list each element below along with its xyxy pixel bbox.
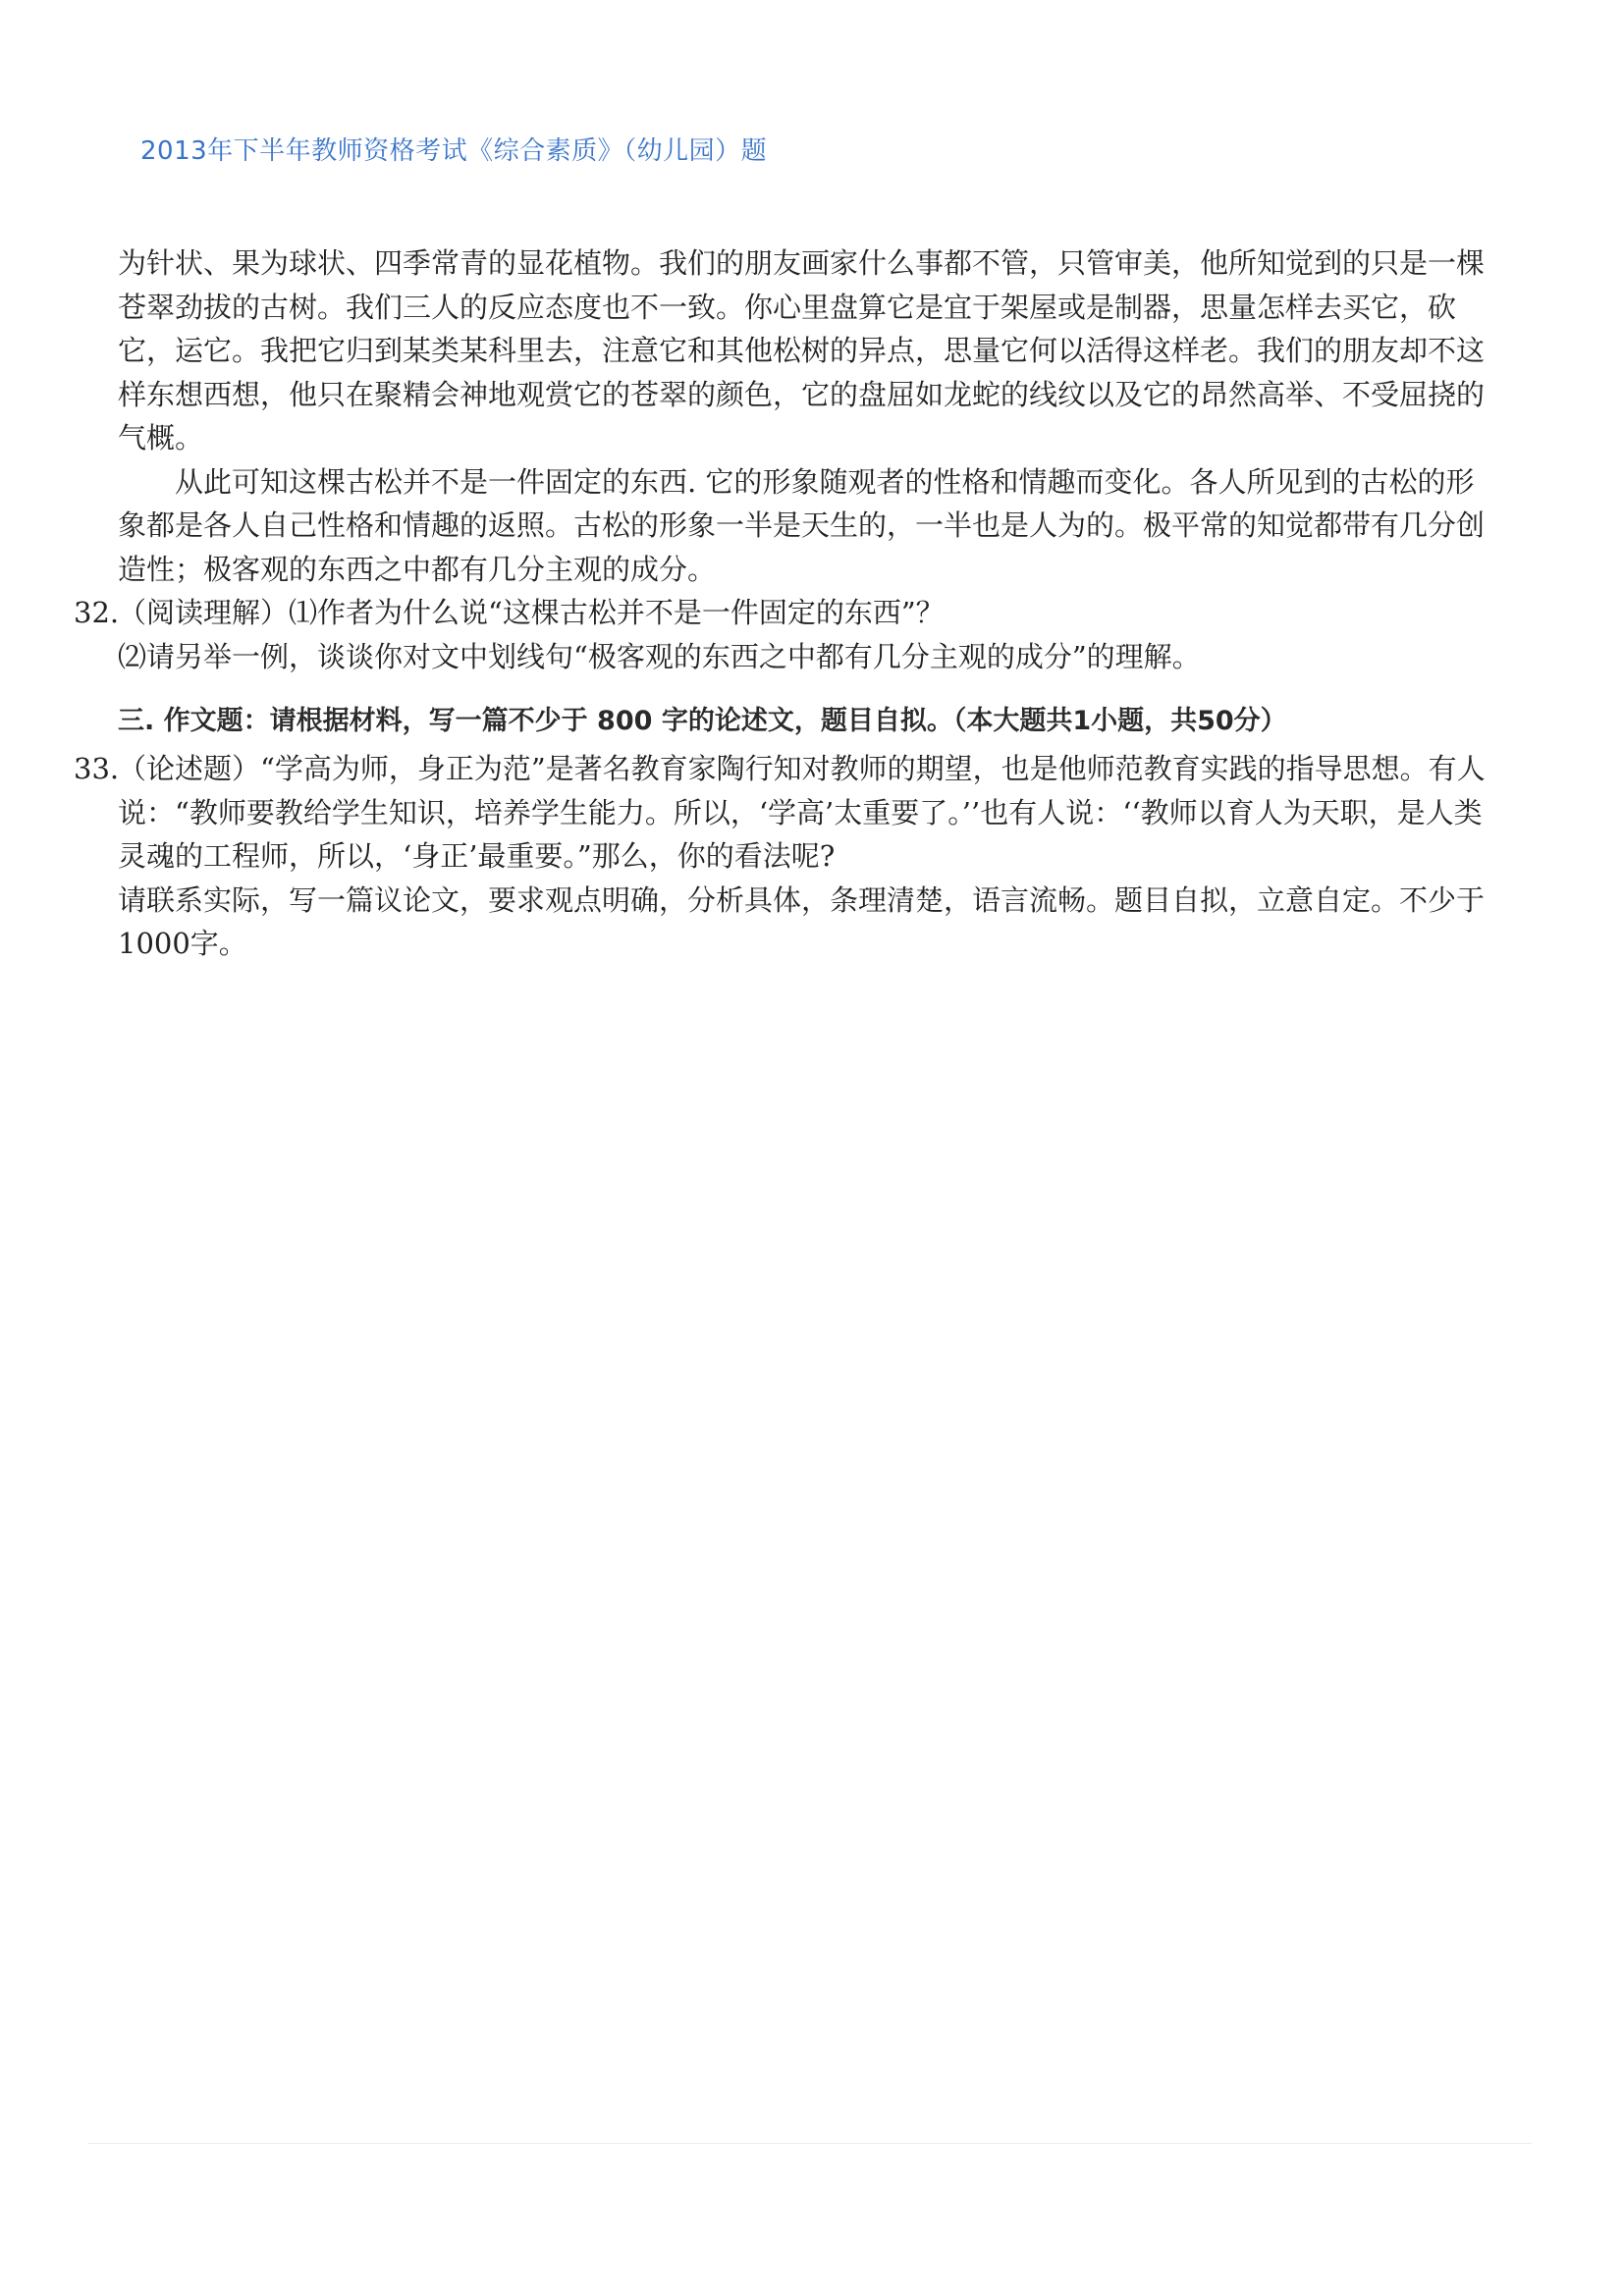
passage-paragraph-1: 为针状、果为球状、四季常青的显花植物。我们的朋友画家什么事都不管，只管审美，他所知觉到的只是一棵苍翠劲拔的古树。我们三人的反应态度也不一致。你心里盘算它是宜于架屋或是制器，思量怎样去买它，砍它，运它。我把它归到某类某科里去，注意它和其他松树的异点，思量它何以活得这样老。我们的朋友却不这样东想西想，他只在聚精会神地观赏它的苍翠的颜色，它的盘屈如龙蛇的线纹以及它的昂然高举、不受屈挠的气概。	[118, 246, 1486, 454]
footer-divider	[88, 2143, 1532, 2144]
question-33	[74, 747, 1492, 966]
document-body	[74, 241, 1492, 966]
question-33-instruction: 请联系实际，写一篇议论文，要求观点明确，分析具体，条理清楚，语言流畅。题目自拟，立意自定。不少于1000字。	[118, 882, 1486, 960]
question-32-number: 32.	[74, 596, 120, 629]
question-33-prompt: （论述题）“学高为师，身正为范”是著名教育家陶行知对教师的期望，也是他师范教育实践的指导思想。有人说：“教师要教给学生知识，培养学生能力。所以，‘学高’太重要了。’’也有人说：‘‘教师以育人为天职，是人类灵魂的工程师，所以，‘身正’最重要。”那么，你的看法呢?	[118, 752, 1486, 873]
question-33-number: 33.	[74, 752, 120, 785]
question-32-part-2: ⑵请另举一例，谈谈你对文中划线句“极客观的东西之中都有几分主观的成分”的理解。	[118, 639, 1201, 673]
document-header-title: 2013年下半年教师资格考试《综合素质》（幼儿园）题	[140, 136, 768, 166]
section-3-heading: 三. 作文题：请根据材料，写一篇不少于 800 字的论述文，题目自拟。（本大题共1小题，共50分）	[118, 706, 1287, 736]
question-32-part-1: （阅读理解）⑴作者为什么说“这棵古松并不是一件固定的东西”？	[118, 596, 945, 629]
passage-paragraph-2: 从此可知这棵古松并不是一件固定的东西. 它的形象随观者的性格和情趣而变化。各人所见到的古松的形象都是各人自己性格和情趣的返照。古松的形象一半是天生的，一半也是人为的。极平常的知觉都带有几分创造性；极客观的东西之中都有几分主观的成分。	[118, 464, 1486, 586]
question-32	[74, 591, 1492, 678]
